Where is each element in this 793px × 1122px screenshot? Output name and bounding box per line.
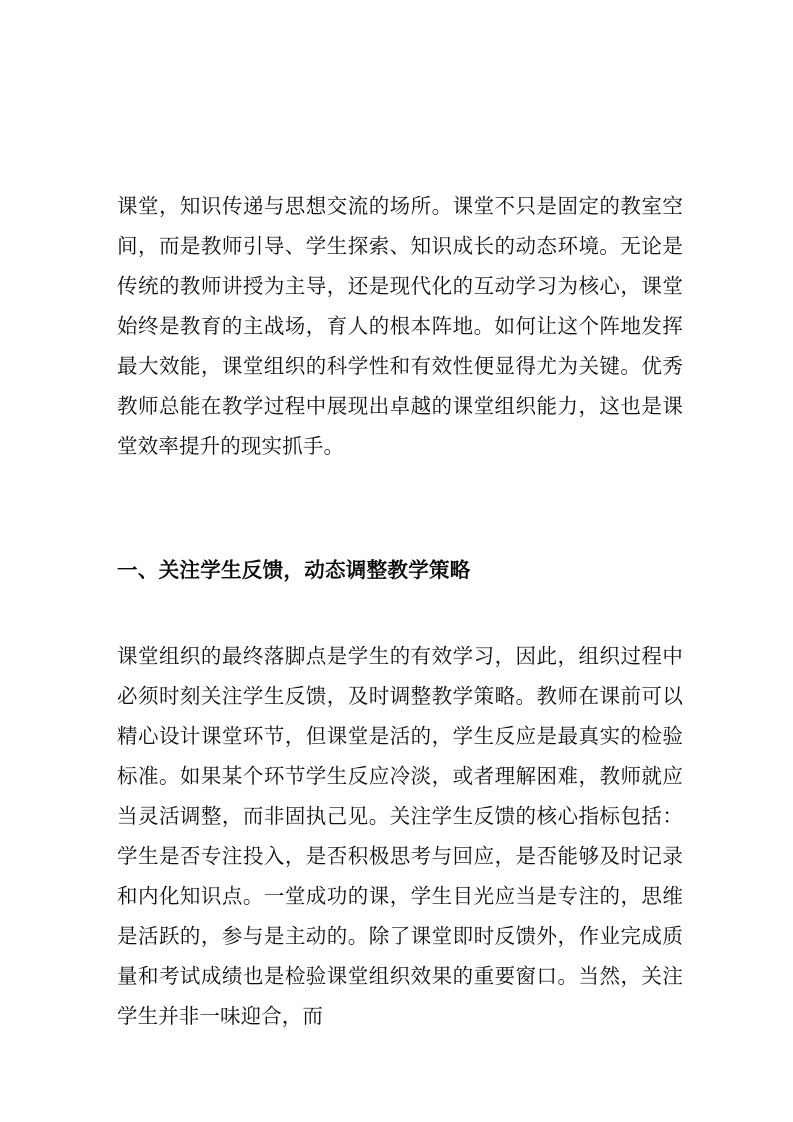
document-text-body (117, 186, 683, 1036)
paragraph-spacer (117, 466, 683, 554)
heading-spacer (117, 586, 683, 636)
paragraph-intro: 课堂，知识传递与思想交流的场所。课堂不只是固定的教室空间，而是教师引导、学生探索、知识成长的动态环境。无论是传统的教师讲授为主导，还是现代化的互动学习为核心，课堂始终是教育的主战场，育人的根本阵地。如何让这个阵地发挥最大效能，课堂组织的科学性和有效性便显得尤为关键。优秀教师总能在教学过程中展现出卓越的课堂组织能力，这也是课堂效率提升的现实抓手。 (117, 194, 683, 458)
section-heading-1: 一、关注学生反馈，动态调整教学策略 (117, 558, 471, 582)
paragraph-section-1-body: 课堂组织的最终落脚点是学生的有效学习，因此，组织过程中必须时刻关注学生反馈，及时调整教学策略。教师在课前可以精心设计课堂环节，但课堂是活的，学生反应是最真实的检验标准。如果某个环节学生反应冷淡，或者理解困难，教师就应当灵活调整，而非固执己见。关注学生反馈的核心指标包括：学生是否专注投入，是否积极思考与回应，是否能够及时记录和内化知识点。一堂成功的课，学生目光应当是专注的，思维是活跃的，参与是主动的。除了课堂即时反馈外，作业完成质量和考试成绩也是检验课堂组织效果的重要窗口。当然，关注学生并非一味迎合，而 (117, 644, 683, 1028)
